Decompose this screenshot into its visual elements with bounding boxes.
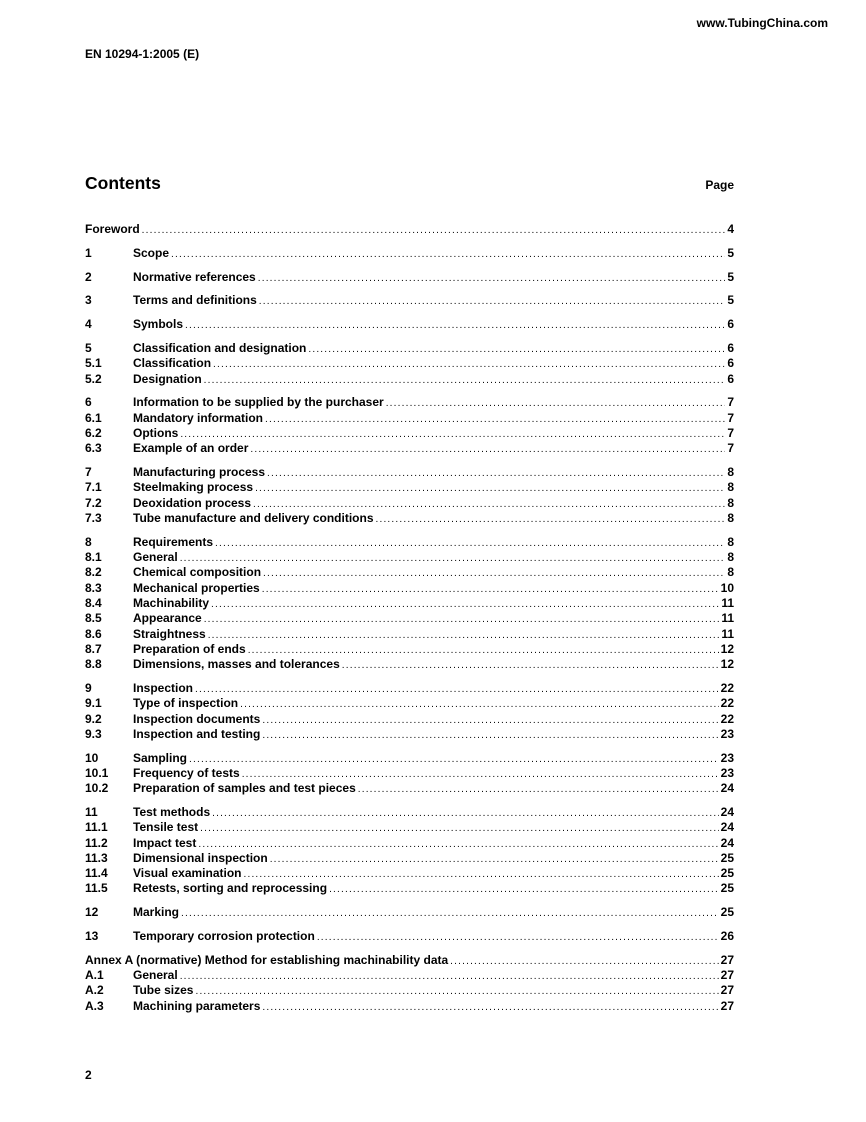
toc-entry-title: Mechanical properties <box>133 580 260 595</box>
toc-entry-number: 7 <box>85 465 92 480</box>
toc-entry-page: 11 <box>721 626 734 641</box>
dot-leader <box>180 969 719 984</box>
toc-entry-number: 8.4 <box>85 595 102 610</box>
dot-leader <box>189 752 719 767</box>
toc-entry-title: Requirements <box>133 534 214 549</box>
toc-entry[interactable] <box>85 681 734 696</box>
toc-entry-number: 6.1 <box>85 410 102 425</box>
toc-entry-number: 12 <box>85 905 99 920</box>
toc-entry-title: Normative references <box>133 269 256 284</box>
toc-entry-title: Example of an order <box>133 441 249 456</box>
dot-leader <box>242 767 719 782</box>
toc-entry-number: 11.1 <box>85 820 108 835</box>
toc-entry[interactable] <box>85 929 734 944</box>
toc-entry-title: Frequency of tests <box>133 765 240 780</box>
toc-entry-number: A.3 <box>85 998 104 1013</box>
toc-entry-number: 5.1 <box>85 356 102 371</box>
toc-entry[interactable] <box>85 781 734 796</box>
toc-entry-page: 23 <box>720 750 734 765</box>
toc-entry[interactable] <box>85 866 734 881</box>
dot-leader <box>270 852 719 867</box>
toc-entry-title: Classification and designation <box>133 340 307 355</box>
dot-leader <box>180 551 726 566</box>
toc-entry-page: 11 <box>721 595 734 610</box>
toc-entry[interactable] <box>85 953 734 968</box>
toc-entry-number: 11.2 <box>85 835 108 850</box>
toc-entry[interactable] <box>85 712 734 727</box>
toc-entry[interactable] <box>85 657 734 672</box>
toc-entry-number: 5 <box>85 340 92 355</box>
dot-leader <box>212 806 719 821</box>
toc-entry[interactable] <box>85 596 734 611</box>
toc-entry[interactable] <box>85 805 734 820</box>
toc-entry-title: Marking <box>133 905 180 920</box>
dot-leader <box>317 930 719 945</box>
toc-entry-page: 25 <box>720 905 734 920</box>
toc-entry[interactable] <box>85 851 734 866</box>
toc-entry-page: 12 <box>720 641 734 656</box>
toc-entry[interactable] <box>85 696 734 711</box>
dot-leader <box>358 782 719 797</box>
toc-entry-page: 25 <box>720 850 734 865</box>
toc-entry-number: 11.4 <box>85 866 108 881</box>
toc-entry-page: 26 <box>720 929 734 944</box>
toc-entry-number: A.2 <box>85 983 104 998</box>
toc-entry-title: Sampling <box>133 750 188 765</box>
toc-entry[interactable] <box>85 550 734 565</box>
dot-leader <box>200 821 719 836</box>
dot-leader <box>211 597 719 612</box>
dot-leader <box>215 536 725 551</box>
toc-entry-number: 9.3 <box>85 726 102 741</box>
toc-entry[interactable] <box>85 246 734 261</box>
toc-entry-number: 8.3 <box>85 580 102 595</box>
toc-entry-number: 3 <box>85 293 92 308</box>
toc-entry-title: Dimensions, masses and tolerances <box>133 657 340 672</box>
toc-entry-title: Preparation of samples and test pieces <box>133 781 356 796</box>
toc-entry-title: Straightness <box>133 626 206 641</box>
dot-leader <box>262 713 718 728</box>
toc-entry-page: 5 <box>727 245 734 260</box>
dot-leader <box>253 497 725 512</box>
toc-entry-page: 24 <box>720 820 734 835</box>
toc-entry[interactable] <box>85 480 734 495</box>
toc-entry-title: Information to be supplied by the purchaser <box>133 395 384 410</box>
toc-entry-page: 6 <box>727 356 734 371</box>
toc-entry[interactable] <box>85 611 734 626</box>
toc-entry-title: Foreword <box>85 222 140 236</box>
toc-entry-page: 23 <box>720 726 734 741</box>
dot-leader <box>259 294 726 309</box>
toc-entry[interactable] <box>85 905 734 920</box>
toc-entry-page: 24 <box>720 835 734 850</box>
dot-leader <box>450 954 718 969</box>
toc-entry-title: Scope <box>133 245 170 260</box>
site-url[interactable]: www.TubingChina.com <box>696 16 828 30</box>
dot-leader <box>376 512 726 527</box>
toc-entry-number: 9 <box>85 680 92 695</box>
toc-entry[interactable] <box>85 222 734 237</box>
toc-entry-page: 11 <box>721 611 734 626</box>
toc-entry-title: General <box>133 550 178 565</box>
dot-leader <box>181 906 719 921</box>
toc-entry-page: 7 <box>727 425 734 440</box>
toc-entry-number: 8 <box>85 534 92 549</box>
toc-entry-title: Deoxidation process <box>133 495 252 510</box>
toc-entry-number: A.1 <box>85 968 104 983</box>
page-number: 2 <box>85 1068 92 1082</box>
toc-entry-number: 9.2 <box>85 711 102 726</box>
toc-entry-page: 8 <box>727 534 734 549</box>
toc-entry-page: 22 <box>720 696 734 711</box>
toc-entry-title: Type of inspection <box>133 696 239 711</box>
toc-entry[interactable] <box>85 642 734 657</box>
toc-entry-page: 10 <box>720 580 734 595</box>
toc-entry[interactable] <box>85 881 734 896</box>
toc-entry-title: Manufacturing process <box>133 465 266 480</box>
toc-entry-number: 7.1 <box>85 480 102 495</box>
toc-entry-title: Inspection documents <box>133 711 261 726</box>
dot-leader <box>255 481 725 496</box>
toc-entry-page: 12 <box>720 657 734 672</box>
toc-entry-page: 8 <box>727 480 734 495</box>
toc-entry-title: General <box>133 968 178 983</box>
dot-leader <box>244 867 719 882</box>
toc-entry-title: Appearance <box>133 611 202 626</box>
toc-entry-page: 27 <box>720 968 734 983</box>
toc-entry-page: 27 <box>720 983 734 998</box>
toc-entry-title: Dimensional inspection <box>133 850 268 865</box>
toc-entry[interactable] <box>85 535 734 550</box>
toc-entry-title: Steelmaking process <box>133 480 254 495</box>
toc-entry[interactable] <box>85 968 734 983</box>
toc-entry-page: 25 <box>720 881 734 896</box>
toc-entry-number: 9.1 <box>85 696 102 711</box>
toc-entry-title: Mandatory information <box>133 410 264 425</box>
toc-entry-number: 13 <box>85 929 99 944</box>
toc-entry-title: Temporary corrosion protection <box>133 929 315 944</box>
dot-leader <box>204 373 726 388</box>
toc-entry-page: 8 <box>727 495 734 510</box>
toc-entry-page: 23 <box>720 765 734 780</box>
toc-entry-title: Tensile test <box>133 820 199 835</box>
toc-entry-number: 8.6 <box>85 626 102 641</box>
contents-title: Contents <box>85 173 161 193</box>
dot-leader <box>265 412 725 427</box>
dot-leader <box>240 697 719 712</box>
toc-entry-page: 24 <box>720 781 734 796</box>
toc-entry-title: Classification <box>133 356 212 371</box>
dot-leader <box>250 442 725 457</box>
toc-entry-number: 7.2 <box>85 495 102 510</box>
toc-entry-page: 4 <box>727 222 734 236</box>
toc-entry-page: 25 <box>720 866 734 881</box>
toc-entry[interactable] <box>85 999 734 1014</box>
dot-leader <box>258 271 726 286</box>
toc-entry[interactable] <box>85 270 734 285</box>
table-of-contents <box>85 222 734 1014</box>
toc-entry-number: 10.1 <box>85 765 109 780</box>
toc-entry-page: 7 <box>727 441 734 456</box>
dot-leader <box>262 1000 718 1015</box>
toc-entry-number: 8.8 <box>85 657 102 672</box>
toc-entry-title: Inspection <box>133 680 194 695</box>
toc-entry[interactable] <box>85 293 734 308</box>
toc-entry-page: 7 <box>727 395 734 410</box>
page-column-label: Page <box>705 178 734 192</box>
toc-entry-page: 27 <box>720 998 734 1013</box>
toc-entry-page: 22 <box>720 680 734 695</box>
dot-leader <box>195 682 719 697</box>
toc-entry-title: Test methods <box>133 805 211 819</box>
toc-entry-title: Terms and definitions <box>133 293 257 308</box>
dot-leader <box>142 223 726 238</box>
toc-entry[interactable] <box>85 441 734 456</box>
toc-entry[interactable] <box>85 426 734 441</box>
toc-entry-title: Visual examination <box>133 866 242 881</box>
toc-entry-page: 7 <box>727 410 734 425</box>
toc-entry-title: Impact test <box>133 835 197 850</box>
toc-entry-number: 11 <box>85 805 98 819</box>
toc-entry-page: 5 <box>727 269 734 284</box>
toc-entry-page: 6 <box>727 371 734 386</box>
toc-entry-number: 6.2 <box>85 425 102 440</box>
dot-leader <box>248 643 719 658</box>
toc-entry[interactable] <box>85 465 734 480</box>
document-id: EN 10294-1:2005 (E) <box>85 47 200 61</box>
toc-entry-title: Tube sizes <box>133 983 194 998</box>
toc-entry-number: 8.5 <box>85 611 102 626</box>
toc-entry-title: Retests, sorting and reprocessing <box>133 881 328 896</box>
toc-entry-number: 10.2 <box>85 781 109 796</box>
dot-leader <box>386 396 726 411</box>
toc-entry[interactable] <box>85 511 734 526</box>
toc-entry[interactable] <box>85 496 734 511</box>
dot-leader <box>208 628 720 643</box>
toc-entry-number: 2 <box>85 269 92 284</box>
toc-entry-title: Machinability <box>133 595 210 610</box>
toc-entry-number: 8.2 <box>85 565 102 580</box>
toc-entry[interactable] <box>85 820 734 835</box>
toc-entry-number: 6.3 <box>85 441 102 456</box>
dot-leader <box>262 728 718 743</box>
dot-leader <box>198 837 718 852</box>
dot-leader <box>213 357 725 372</box>
toc-entry-page: 8 <box>727 465 734 480</box>
toc-entry-number: 8.1 <box>85 550 102 565</box>
toc-entry-page: 5 <box>727 293 734 308</box>
toc-entry-number: 4 <box>85 317 92 332</box>
toc-entry-title: Tube manufacture and delivery conditions <box>133 510 374 525</box>
toc-entry[interactable] <box>85 395 734 410</box>
toc-entry-title: Inspection and testing <box>133 726 261 741</box>
dot-leader <box>308 342 725 357</box>
dot-leader <box>329 882 719 897</box>
dot-leader <box>180 427 725 442</box>
toc-entry[interactable] <box>85 766 734 781</box>
dot-leader <box>171 247 725 262</box>
toc-entry-number: 7.3 <box>85 510 102 525</box>
toc-entry-number: 11.5 <box>85 881 108 896</box>
toc-entry-number: 5.2 <box>85 371 102 386</box>
toc-entry-page: 24 <box>720 805 734 819</box>
toc-entry[interactable] <box>85 751 734 766</box>
toc-entry[interactable] <box>85 341 734 356</box>
toc-entry-page: 22 <box>720 711 734 726</box>
toc-entry-page: 6 <box>727 340 734 355</box>
toc-entry-title: Options <box>133 425 179 440</box>
toc-entry-title: Preparation of ends <box>133 641 246 656</box>
toc-entry[interactable] <box>85 565 734 580</box>
toc-entry-title: Symbols <box>133 317 184 332</box>
dot-leader <box>195 984 718 999</box>
toc-entry-page: 8 <box>727 565 734 580</box>
toc-entry-title: Annex A (normative) Method for establishing machinability data <box>85 952 449 967</box>
dot-leader <box>267 466 725 481</box>
toc-entry-page: 27 <box>720 952 734 967</box>
toc-entry[interactable] <box>85 727 734 742</box>
toc-entry-number: 8.7 <box>85 641 102 656</box>
toc-entry[interactable] <box>85 581 734 596</box>
dot-leader <box>342 658 719 673</box>
toc-entry-number: 11.3 <box>85 850 108 865</box>
toc-entry-title: Designation <box>133 371 202 386</box>
toc-entry-number: 6 <box>85 395 92 410</box>
dot-leader <box>262 582 719 597</box>
toc-entry[interactable] <box>85 356 734 371</box>
toc-entry[interactable] <box>85 836 734 851</box>
dot-leader <box>185 318 725 333</box>
dot-leader <box>263 566 725 581</box>
toc-entry[interactable] <box>85 317 734 332</box>
toc-entry[interactable] <box>85 372 734 387</box>
toc-entry-title: Machining parameters <box>133 998 261 1013</box>
toc-entry-page: 8 <box>727 550 734 565</box>
toc-entry-page: 8 <box>727 510 734 525</box>
toc-entry[interactable] <box>85 627 734 642</box>
toc-entry-title: Chemical composition <box>133 565 262 580</box>
toc-entry[interactable] <box>85 983 734 998</box>
dot-leader <box>204 612 720 627</box>
toc-entry-number: 1 <box>85 245 92 260</box>
toc-entry-number: 10 <box>85 750 99 765</box>
toc-entry[interactable] <box>85 411 734 426</box>
toc-entry-page: 6 <box>727 317 734 332</box>
